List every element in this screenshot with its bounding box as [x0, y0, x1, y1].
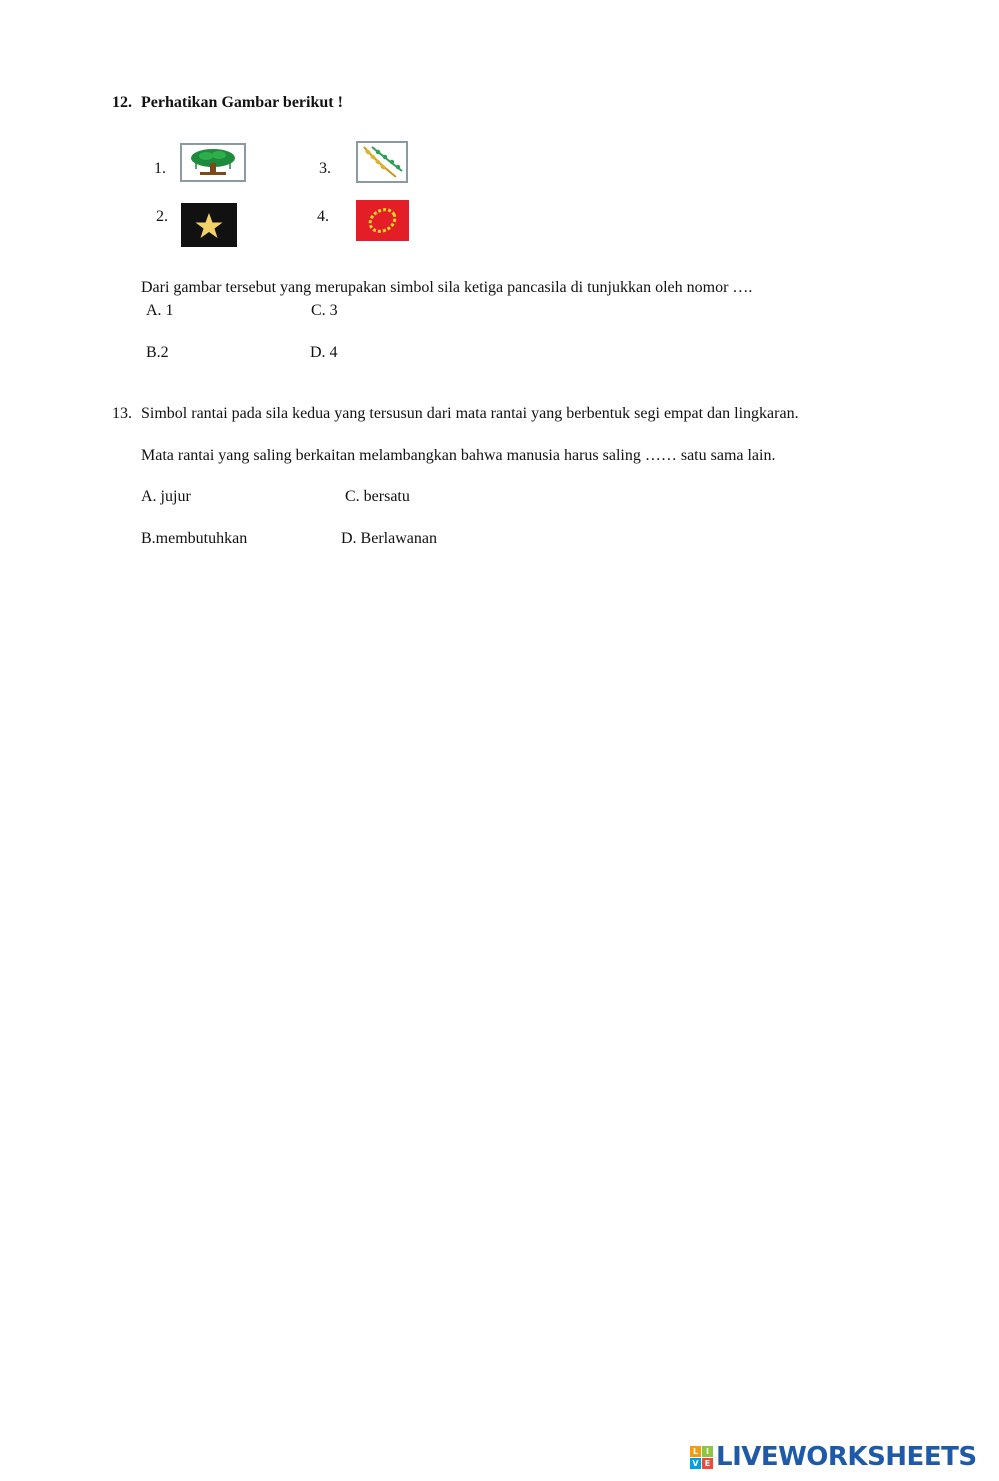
q12-item-label-1: 1. [154, 160, 166, 177]
logo-brand-text: LIVEWORKSHEETS [716, 1442, 977, 1472]
chain-icon [356, 200, 409, 241]
q13-option-b: B.membutuhkan [141, 530, 248, 547]
liveworksheets-logo [690, 1440, 977, 1474]
q12-title: Perhatikan Gambar berikut ! [141, 94, 343, 111]
q12-item-label-2: 2. [156, 208, 168, 225]
q13-option-c: C. bersatu [345, 488, 410, 505]
q13-option-d: D. Berlawanan [341, 530, 437, 547]
q12-option-a: A. 1 [146, 302, 174, 319]
q12-item-label-4: 4. [317, 208, 329, 225]
q13-line2: Mata rantai yang saling berkaitan melambangkan bahwa manusia harus saling …… satu sama lain. [141, 447, 776, 464]
q12-option-d: D. 4 [310, 344, 338, 361]
q13-option-a: A. jujur [141, 488, 191, 505]
logo-letter-i: I [702, 1446, 713, 1457]
q12-question: Dari gambar tersebut yang merupakan simbol sila ketiga pancasila di tunjukkan oleh nomor …. [141, 279, 753, 296]
logo-letter-v: V [690, 1458, 701, 1469]
logo-letter-e: E [702, 1458, 713, 1469]
banyan-tree-icon [180, 143, 246, 182]
q12-option-c: C. 3 [311, 302, 338, 319]
star-icon [181, 203, 237, 247]
logo-grid-icon [690, 1446, 713, 1469]
q12-number: 12. [112, 94, 132, 111]
q12-item-label-3: 3. [319, 160, 331, 177]
logo-letter-l: L [690, 1446, 701, 1457]
rice-cotton-icon [356, 141, 408, 183]
q13-number: 13. [112, 405, 132, 422]
q12-option-b: B.2 [146, 344, 169, 361]
q13-line1: Simbol rantai pada sila kedua yang tersusun dari mata rantai yang berbentuk segi empat dan lingkaran. [141, 405, 799, 422]
